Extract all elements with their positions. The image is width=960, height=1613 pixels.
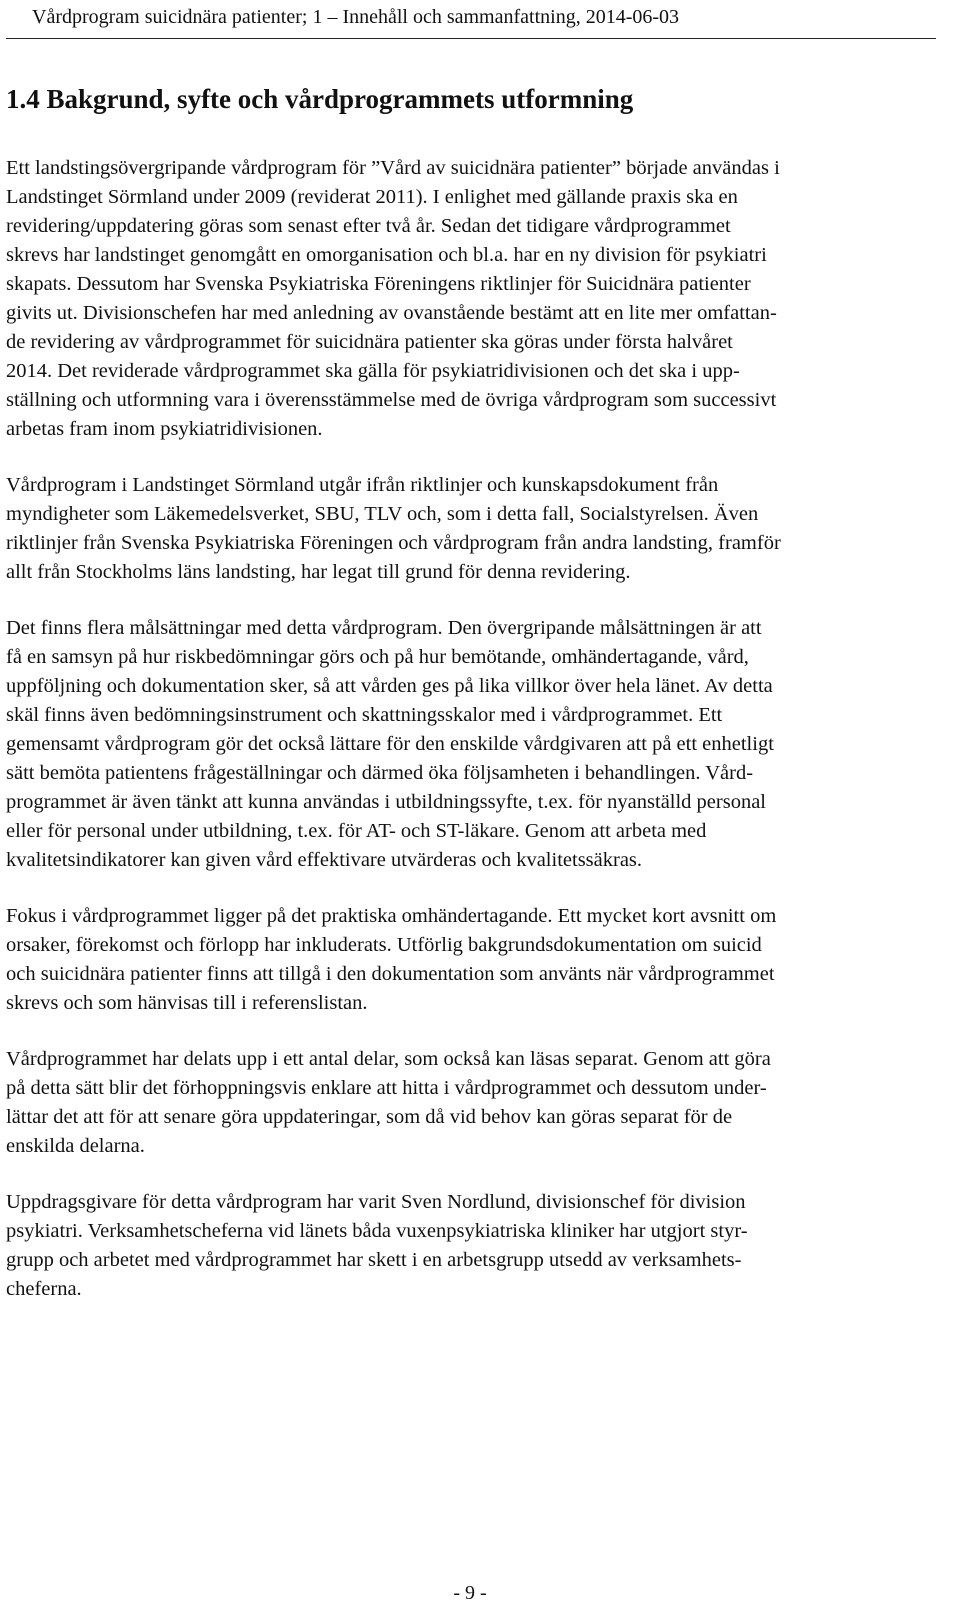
text-line: och suicidnära patienter finns att tillgå i den dokumentation som använts när vårdprogrammet [6, 963, 775, 985]
text-line: Landstinget Sörmland under 2009 (reviderat 2011). I enlighet med gällande praxis ska en [6, 186, 738, 208]
text-line: skrevs har landstinget genomgått en omorganisation och bl.a. har en ny division för psykiatri [6, 244, 767, 266]
paragraph-commissioner [6, 1188, 946, 1304]
text-line: programmet är även tänkt att kunna användas i utbildningssyfte, t.ex. för nyanställd personal [6, 791, 767, 813]
text-line: givits ut. Divisionschefen har med anledning av ovanstående bestämt att en lite mer omfattan- [6, 302, 777, 324]
text-line: 2014. Det reviderade vårdprogrammet ska gälla för psykiatridivisionen och det ska i upp- [6, 360, 740, 382]
text-line: myndigheter som Läkemedelsverket, SBU, TLV och, som i detta fall, Socialstyrelsen. Även [6, 503, 759, 525]
paragraph-focus [6, 902, 946, 1018]
text-line: ställning och utformning vara i överensstämmelse med de övriga vårdprogram som successivt [6, 389, 777, 411]
text-line: allt från Stockholms läns landsting, har legat till grund för denna revidering. [6, 561, 631, 583]
paragraph-structure [6, 1045, 946, 1161]
text-line: Det finns flera målsättningar med detta vårdprogram. Den övergripande målsättningen är att [6, 617, 762, 639]
paragraph-background [6, 154, 946, 444]
body-text [6, 154, 946, 1331]
text-line: uppföljning och dokumentation sker, så att vården ges på lika villkor över hela länet. Av detta [6, 675, 773, 697]
text-line: få en samsyn på hur riskbedömningar görs och på hur bemötande, omhändertagande, vård, [6, 646, 749, 668]
text-line: skäl finns även bedömningsinstrument och skattningsskalor med i vårdprogrammet. Ett [6, 704, 723, 726]
text-line: Vårdprogram i Landstinget Sörmland utgår ifrån riktlinjer och kunskapsdokument från [6, 474, 719, 496]
text-line: grupp och arbetet med vårdprogrammet har skett i en arbetsgrupp utsedd av verksamhets- [6, 1249, 742, 1271]
text-line: kvalitetsindikatorer kan given vård effektivare utvärderas och kvalitetssäkras. [6, 849, 643, 871]
paragraph-goals [6, 614, 946, 875]
text-line: riktlinjer från Svenska Psykiatriska Föreningen och vårdprogram från andra landsting, framför [6, 532, 781, 554]
paragraph-sources [6, 471, 946, 587]
text-line: cheferna. [6, 1278, 82, 1300]
page-number: - 9 - [453, 1582, 487, 1604]
text-line: gemensamt vårdprogram gör det också lättare för den enskilde vårdgivaren att på ett enhetligt [6, 733, 774, 755]
running-header: Vårdprogram suicidnära patienter; 1 – Innehåll och sammanfattning, 2014-06-03 [32, 6, 680, 28]
text-line: psykiatri. Verksamhetscheferna vid länets båda vuxenpsykiatriska kliniker har utgjort styr- [6, 1220, 748, 1242]
section-heading: 1.4 Bakgrund, syfte och vårdprogrammets utformning [6, 84, 634, 114]
text-line: orsaker, förekomst och förlopp har inkluderats. Utförlig bakgrundsdokumentation om suicid [6, 934, 762, 956]
text-line: arbetas fram inom psykiatridivisionen. [6, 418, 323, 440]
text-line: Uppdragsgivare för detta vårdprogram har varit Sven Nordlund, divisionschef för division [6, 1191, 746, 1213]
text-line: enskilda delarna. [6, 1135, 145, 1157]
text-line: Vårdprogrammet har delats upp i ett antal delar, som också kan läsas separat. Genom att göra [6, 1048, 771, 1070]
text-line: sätt bemöta patientens frågeställningar och därmed öka följsamheten i behandlingen. Vård- [6, 762, 754, 784]
text-line: eller för personal under utbildning, t.ex. för AT- och ST-läkare. Genom att arbeta med [6, 820, 707, 842]
header-divider [6, 38, 936, 39]
text-line: skapats. Dessutom har Svenska Psykiatriska Föreningens riktlinjer för Suicidnära patienter [6, 273, 751, 295]
text-line: de revidering av vårdprogrammet för suicidnära patienter ska göras under första halvåret [6, 331, 733, 353]
text-line: revidering/uppdatering göras som senast efter två år. Sedan det tidigare vårdprogrammet [6, 215, 731, 237]
text-line: Fokus i vårdprogrammet ligger på det praktiska omhändertagande. Ett mycket kort avsnitt om [6, 905, 777, 927]
text-line: på detta sätt blir det förhoppningsvis enklare att hitta i vårdprogrammet och dessutom under- [6, 1077, 767, 1099]
text-line: skrevs och som hänvisas till i referenslistan. [6, 992, 368, 1014]
text-line: Ett landstingsövergripande vårdprogram för ”Vård av suicidnära patienter” började användas i [6, 157, 780, 179]
text-line: lättar det att för att senare göra uppdateringar, som då vid behov kan göras separat för de [6, 1106, 733, 1128]
